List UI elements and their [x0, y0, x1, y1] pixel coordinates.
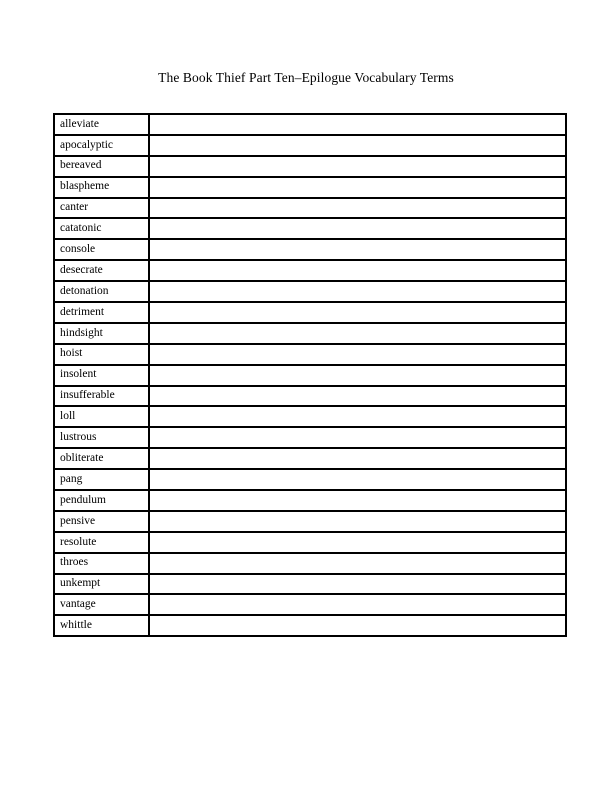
- vocabulary-table-body: [54, 114, 566, 636]
- vocab-term-cell: bereaved: [54, 156, 149, 177]
- table-row: [54, 406, 566, 427]
- vocab-definition-cell[interactable]: [149, 406, 566, 427]
- vocab-definition-cell[interactable]: [149, 239, 566, 260]
- table-row: [54, 323, 566, 344]
- table-row: [54, 218, 566, 239]
- vocab-term-cell: catatonic: [54, 218, 149, 239]
- vocab-term-cell: desecrate: [54, 260, 149, 281]
- vocab-definition-cell[interactable]: [149, 386, 566, 407]
- vocab-term-cell: lustrous: [54, 427, 149, 448]
- vocab-definition-cell[interactable]: [149, 490, 566, 511]
- table-row: [54, 553, 566, 574]
- vocab-definition-cell[interactable]: [149, 594, 566, 615]
- table-row: [54, 135, 566, 156]
- table-row: [54, 177, 566, 198]
- table-row: [54, 260, 566, 281]
- table-row: [54, 574, 566, 595]
- vocab-term-cell: insolent: [54, 365, 149, 386]
- vocab-definition-cell[interactable]: [149, 198, 566, 219]
- vocab-definition-cell[interactable]: [149, 511, 566, 532]
- vocab-definition-cell[interactable]: [149, 260, 566, 281]
- vocab-definition-cell[interactable]: [149, 323, 566, 344]
- vocab-definition-cell[interactable]: [149, 532, 566, 553]
- vocab-term-cell: insufferable: [54, 386, 149, 407]
- vocab-definition-cell[interactable]: [149, 469, 566, 490]
- vocab-term-cell: resolute: [54, 532, 149, 553]
- table-row: [54, 365, 566, 386]
- vocab-definition-cell[interactable]: [149, 344, 566, 365]
- vocab-definition-cell[interactable]: [149, 218, 566, 239]
- vocab-definition-cell[interactable]: [149, 114, 566, 135]
- vocab-term-cell: obliterate: [54, 448, 149, 469]
- vocab-definition-cell[interactable]: [149, 281, 566, 302]
- table-row: [54, 427, 566, 448]
- table-row: [54, 281, 566, 302]
- vocab-term-cell: apocalyptic: [54, 135, 149, 156]
- table-row: [54, 302, 566, 323]
- table-row: [54, 490, 566, 511]
- vocab-term-cell: whittle: [54, 615, 149, 636]
- vocab-term-cell: vantage: [54, 594, 149, 615]
- table-row: [54, 344, 566, 365]
- vocab-term-cell: detriment: [54, 302, 149, 323]
- table-row: [54, 615, 566, 636]
- vocab-definition-cell[interactable]: [149, 574, 566, 595]
- vocab-term-cell: alleviate: [54, 114, 149, 135]
- vocab-term-cell: canter: [54, 198, 149, 219]
- vocab-definition-cell[interactable]: [149, 553, 566, 574]
- vocab-definition-cell[interactable]: [149, 135, 566, 156]
- vocab-term-cell: hindsight: [54, 323, 149, 344]
- vocab-term-cell: loll: [54, 406, 149, 427]
- vocab-term-cell: hoist: [54, 344, 149, 365]
- table-row: [54, 198, 566, 219]
- table-row: [54, 532, 566, 553]
- vocab-term-cell: pang: [54, 469, 149, 490]
- table-row: [54, 469, 566, 490]
- vocab-term-cell: detonation: [54, 281, 149, 302]
- vocab-term-cell: unkempt: [54, 574, 149, 595]
- table-row: [54, 594, 566, 615]
- vocab-term-cell: blaspheme: [54, 177, 149, 198]
- vocab-definition-cell[interactable]: [149, 427, 566, 448]
- vocab-term-cell: pensive: [54, 511, 149, 532]
- table-row: [54, 386, 566, 407]
- table-row: [54, 448, 566, 469]
- vocab-definition-cell[interactable]: [149, 177, 566, 198]
- table-row: [54, 114, 566, 135]
- vocabulary-table: [53, 113, 567, 637]
- table-row: [54, 156, 566, 177]
- vocab-definition-cell[interactable]: [149, 302, 566, 323]
- vocab-term-cell: console: [54, 239, 149, 260]
- vocab-definition-cell[interactable]: [149, 365, 566, 386]
- page-title: The Book Thief Part Ten–Epilogue Vocabulary Terms: [158, 70, 454, 85]
- vocab-term-cell: pendulum: [54, 490, 149, 511]
- vocab-definition-cell[interactable]: [149, 448, 566, 469]
- vocab-term-cell: throes: [54, 553, 149, 574]
- table-row: [54, 239, 566, 260]
- vocab-definition-cell[interactable]: [149, 156, 566, 177]
- table-row: [54, 511, 566, 532]
- vocab-definition-cell[interactable]: [149, 615, 566, 636]
